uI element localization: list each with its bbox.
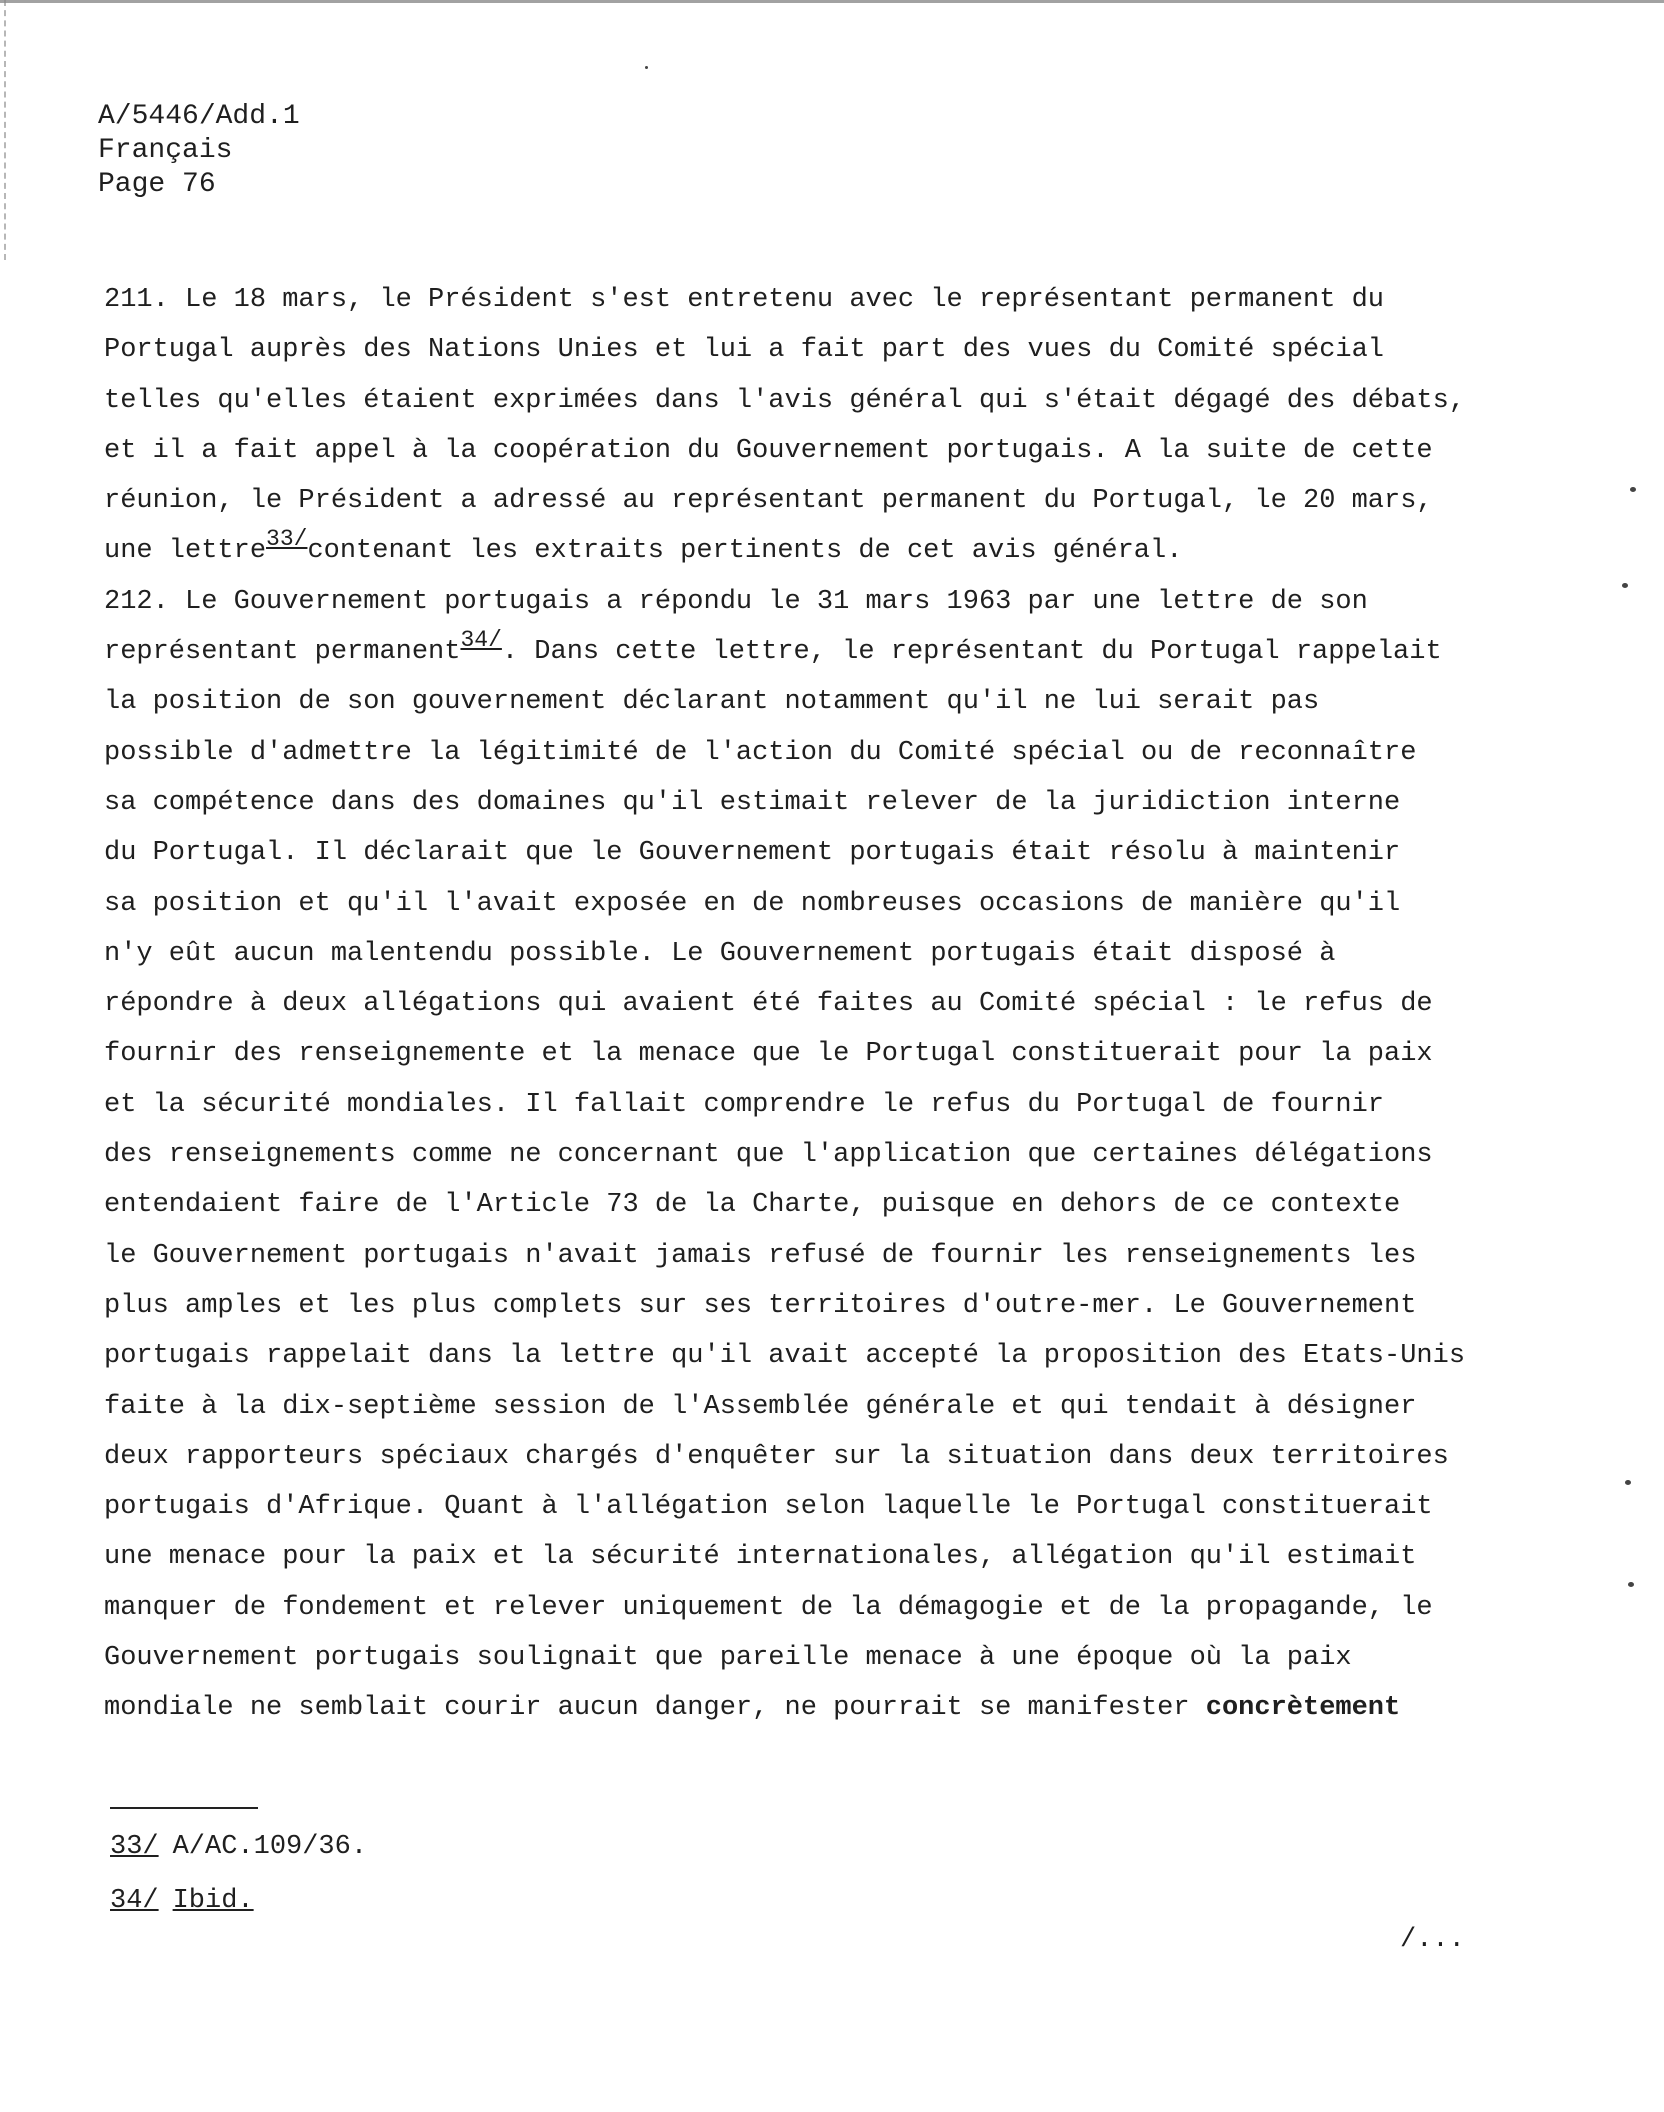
text-line: portugais rappelait dans la lettre qu'il avait accepté la proposition des Etats-Unis (104, 1341, 1466, 1372)
text-line: représentant permanent34/. Dans cette lettre, le représentant du Portugal rappelait (104, 627, 1442, 668)
text-line: des renseignements comme ne concernant que l'application que certaines délégations (104, 1140, 1433, 1171)
text-line: plus amples et les plus complets sur ses territoires d'outre-mer. Le Gouvernement (104, 1290, 1417, 1321)
text-line: manquer de fondement et relever uniquement de la démagogie et de la propagande, le (104, 1592, 1433, 1623)
scan-speck (1625, 1480, 1631, 1485)
text-line: fournir des renseignemente et la menace que le Portugal constituerait pour la paix (104, 1039, 1433, 1070)
scan-speck (645, 66, 648, 69)
text-line: Portugal auprès des Nations Unies et lui a fait part des vues du Comité spécial (104, 335, 1385, 366)
scan-speck (1628, 1582, 1634, 1587)
footnote-ref-33[interactable]: 33/ (266, 526, 308, 553)
text-line: sa position et qu'il l'avait exposée en de nombreuses occasions de manière qu'il (104, 888, 1401, 919)
text-line: n'y eût aucun malentendu possible. Le Gouvernement portugais était disposé à (104, 938, 1336, 969)
body-text (104, 275, 1524, 1734)
text-line: répondre à deux allégations qui avaient été faites au Comité spécial : le refus de (104, 989, 1433, 1020)
text-line: une lettre33/contenant les extraits pertinents de cet avis général. (104, 526, 1183, 567)
footnote-34 (110, 1874, 367, 1928)
footnote-text: A/AC.109/36. (172, 1832, 368, 1862)
text-line: une menace pour la paix et la sécurité internationales, allégation qu'il estimait (104, 1542, 1417, 1573)
text-line: portugais d'Afrique. Quant à l'allégation selon laquelle le Portugal constituerait (104, 1492, 1433, 1523)
text-line: sa compétence dans des domaines qu'il estimait relever de la juridiction interne (104, 787, 1401, 818)
footnote-33 (110, 1820, 367, 1874)
scan-edge-top (0, 0, 1664, 9)
document-language: Français (98, 135, 233, 166)
text-line: 211. Le 18 mars, le Président s'est entretenu avec le représentant permanent du (104, 285, 1385, 315)
footnotes (110, 1820, 367, 1928)
text-line: 212. Le Gouvernement portugais a répondu le 31 mars 1963 par une lettre de son (104, 586, 1368, 617)
document-header (98, 100, 300, 202)
document-symbol: A/5446/Add.1 (98, 101, 300, 132)
text-line: et il a fait appel à la coopération du Gouvernement portugais. A la suite de cette (104, 435, 1433, 466)
text-line: possible d'admettre la légitimité de l'action du Comité spécial ou de reconnaître (104, 737, 1417, 768)
footnote-ref-34[interactable]: 34/ (460, 627, 502, 654)
text-line: le Gouvernement portugais n'avait jamais refusé de fournir les renseignements les (104, 1240, 1417, 1271)
scan-edge-left (4, 0, 8, 260)
text-line: deux rapporteurs spéciaux chargés d'enquêter sur la situation dans deux territoires (104, 1441, 1449, 1472)
text-line: mondiale ne semblait courir aucun danger, ne pourrait se manifester concrètement (104, 1693, 1401, 1724)
scan-speck (1622, 583, 1628, 588)
text-line: du Portugal. Il déclarait que le Gouvernement portugais était résolu à maintenir (104, 838, 1401, 869)
text-line: la position de son gouvernement déclarant notamment qu'il ne lui serait pas (104, 687, 1320, 718)
text-line: Gouvernement portugais soulignait que pareille menace à une époque où la paix (104, 1643, 1352, 1674)
text-line: telles qu'elles étaient exprimées dans l'avis général qui s'était dégagé des débats, (104, 385, 1466, 416)
footnote-number: 34/ (110, 1886, 159, 1916)
text-line: et la sécurité mondiales. Il fallait comprendre le refus du Portugal de fournir (104, 1089, 1385, 1120)
footnote-text: Ibid. (172, 1886, 254, 1916)
page-number: Page 76 (98, 169, 216, 200)
text-line: faite à la dix-septième session de l'Assemblée générale et qui tendait à désigner (104, 1391, 1417, 1422)
footnote-number: 33/ (110, 1832, 159, 1862)
text-line: entendaient faire de l'Article 73 de la Charte, puisque en dehors de ce contexte (104, 1190, 1401, 1221)
text-line: réunion, le Président a adressé au représentant permanent du Portugal, le 20 mars, (104, 486, 1433, 517)
footnote-divider (110, 1807, 258, 1809)
continuation-mark: /... (1400, 1925, 1465, 1955)
scan-speck (1630, 487, 1636, 492)
